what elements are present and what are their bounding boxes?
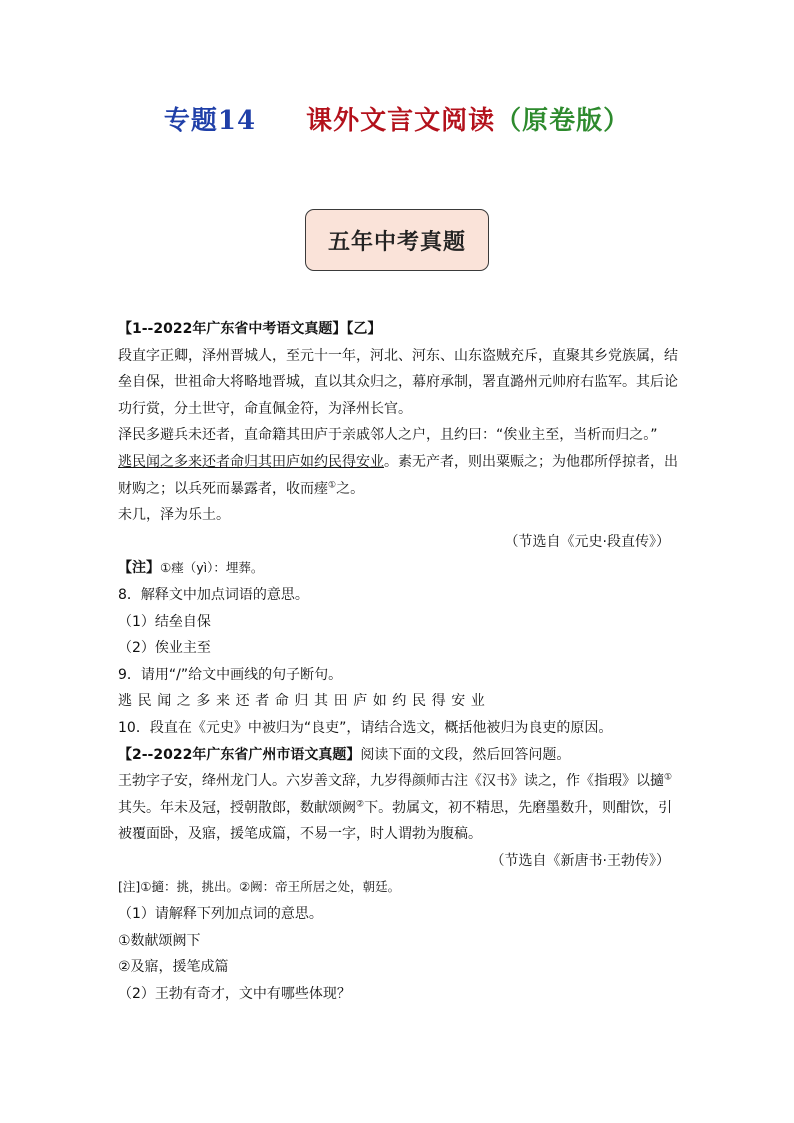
section2-heading: 【2--2022年广东省广州市语文真题】: [118, 746, 361, 763]
passage1-line: 段直字正卿，泽州晋城人，至元十一年，河北、河东、山东盗贼充斥，直聚其乡党族属，结: [118, 347, 678, 364]
question-1-item-b: ②及寤，援笔成篇: [118, 959, 229, 976]
underlined-sentence: 逃民闻之多来还者命归其田庐如约民得安业: [118, 453, 384, 470]
section-badge-label: 五年中考真题: [327, 228, 466, 255]
footnote-marker: ①: [328, 479, 337, 490]
passage1-line: 未几，泽为乐土。: [118, 507, 230, 524]
question-8: 8．解释文中加点词语的意思。: [118, 586, 309, 603]
passage-text: 王勃字子安，绛州龙门人。六岁善文辞，九岁得颜师古注《汉书》读之，作《指瑕》以擿: [118, 773, 664, 790]
question-8-item-2: （2）俟业主至: [118, 640, 211, 657]
document-body: [118, 316, 678, 1007]
note-label: 【注】: [118, 560, 160, 577]
source-citation: （节选自《元史·段直传》）: [504, 533, 670, 550]
question-10: 10．段直在《元史》中被归为“良吏”，请结合选文，概括他被归为良吏的原因。: [118, 719, 613, 736]
section1-heading: 【1--2022年广东省中考语文真题】【乙】: [118, 321, 382, 337]
passage-text: 财购之；以兵死而暴露者，收而瘗: [118, 480, 328, 497]
question-2: （2）王勃有奇才，文中有哪些体现？: [118, 985, 351, 1002]
footnote-marker: ①: [664, 772, 673, 783]
passage2-line: [118, 768, 678, 795]
annotation-note: [注]①擿：挑，挑出。②阙：帝王所居之处，朝廷。: [118, 879, 401, 895]
section2-heading-line: [118, 742, 678, 769]
section-badge: [305, 209, 489, 271]
passage2-line: [118, 795, 678, 822]
passage1-line: 垒自保，世祖命大将略地晋城，直以其众归之，幕府承制，署直潞州元帅府右监军。其后论: [118, 374, 678, 391]
passage-text: 之。: [336, 480, 365, 497]
note-text: ①瘗（yì）：埋葬。: [160, 560, 264, 576]
passage1-line: 功行赏，分土世守，命直佩金符，为泽州长官。: [118, 400, 412, 417]
passage1-line: 泽民多避兵未还者，直命籍其田庐于亲戚邻人之户，且约曰：“俟业主至，当析而归之。”: [118, 427, 658, 444]
source-citation: （节选自《新唐书·王勃传》）: [490, 852, 670, 869]
passage-text: 。素无产者，则出粟赈之；为他郡所俘掠者，出: [384, 453, 678, 470]
footnote-marker: ②: [356, 799, 365, 810]
section2-instruction: 阅读下面的文段，然后回答问题。: [360, 746, 571, 763]
question-1: （1）请解释下列加点词的意思。: [118, 906, 323, 923]
question-8-item-1: （1）结垒自保: [118, 613, 211, 630]
question-1-item-a: ①数献颂阙下: [118, 932, 201, 949]
passage1-line: [118, 476, 678, 503]
question-9: 9．请用“/”给文中画线的句子断句。: [118, 666, 343, 683]
title-main: 课外文言文阅读: [306, 105, 496, 136]
title-suffix: （原卷版）: [495, 105, 631, 136]
passage-text: 下。勃属文，初不精思，先磨墨数升，则酣饮，引: [364, 799, 673, 816]
annotation-note: [118, 555, 678, 582]
passage-text: 其失。年未及冠，授朝散郎，数献颂阙: [118, 799, 356, 816]
question-9-sentence: 逃民闻之多来还者命归其田庐如约民得安业: [118, 693, 491, 710]
passage2-line: 被覆面卧，及寤，援笔成篇，不易一字，时人谓勃为腹稿。: [118, 826, 482, 843]
passage1-line: [118, 449, 678, 476]
title-number: 专题14: [163, 105, 257, 136]
page-title: [0, 98, 794, 138]
